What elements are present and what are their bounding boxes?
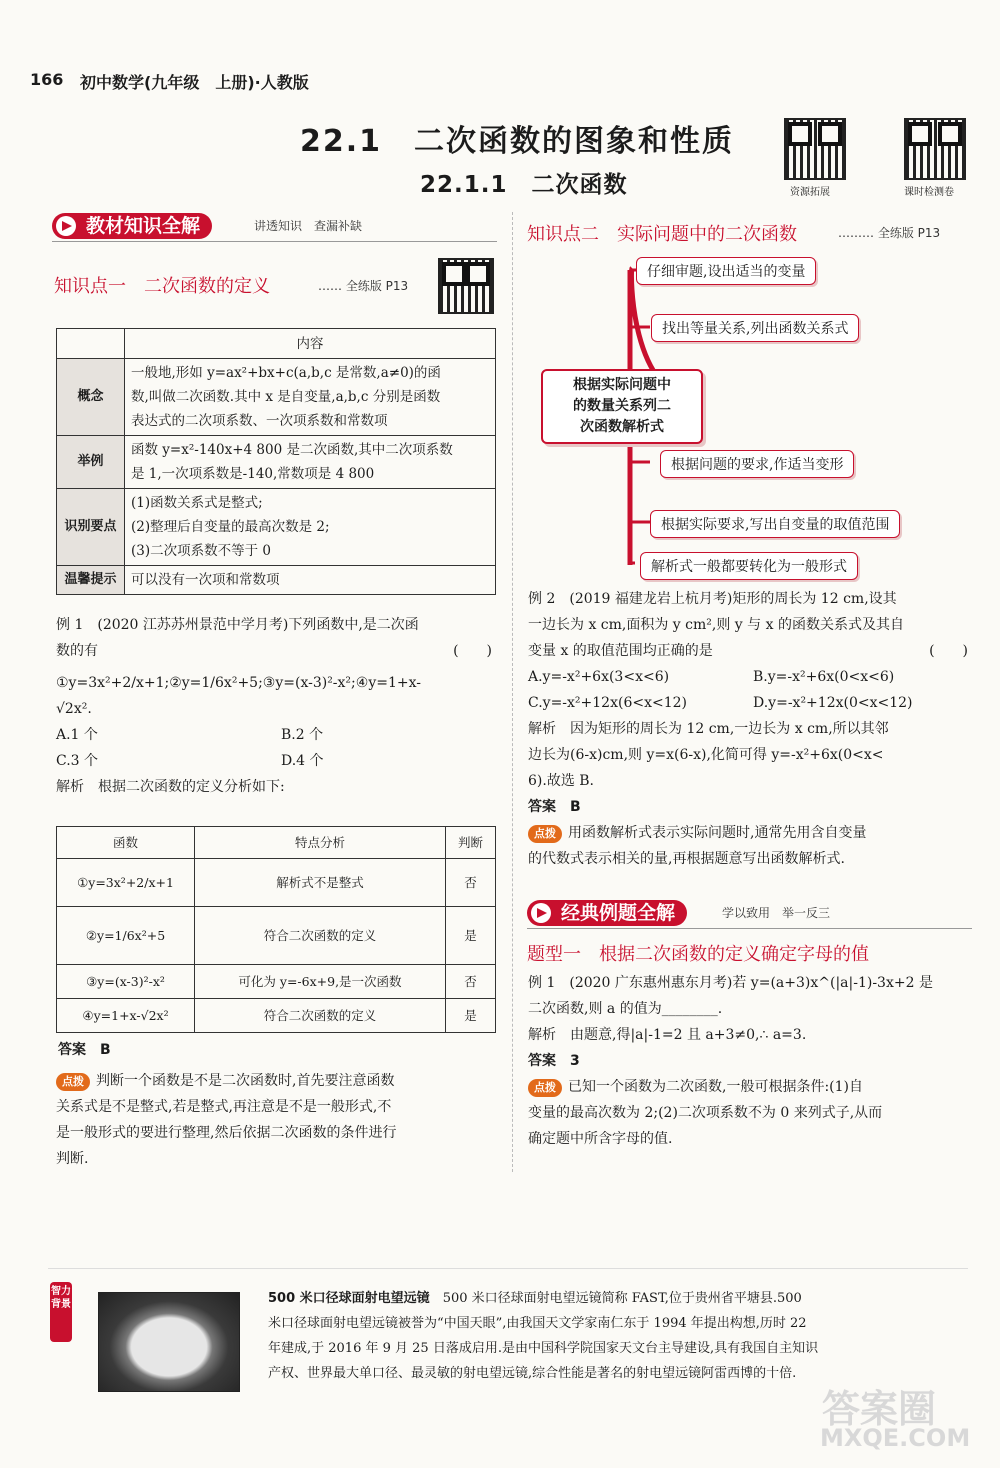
- table-row: 举例 函数 y=x²-140x+4 800 是二次函数,其中二次项系数 是 1,一次项系数是-140,常数项是 4 800: [57, 436, 496, 489]
- book-title: 初中数学(九年级 上册)·人教版: [80, 73, 309, 92]
- qr-label-resources: 资源拓展: [790, 187, 830, 198]
- megaphone-icon: [531, 903, 551, 923]
- mindmap-step: 根据实际要求,写出自变量的取值范围: [650, 510, 900, 538]
- knowledge-point-ref: …… 全练版 P13: [318, 279, 409, 293]
- table-row: 识别要点 (1)函数关系式是整式; (2)整理后自变量的最高次数是 2; (3)二次项系数不等于 0: [57, 489, 496, 566]
- background-text: 500 米口径球面射电望远镜 500 米口径球面射电望远镜简称 FAST,位于贵州省平塘县.500 米口径球面射电望远镜被誉为“中国天眼”,由我国天文学家南仁东于 1994 年提出构想,历时 22 年建成,于 2016 年 9 月 25 日落成启用.是由中国科学院国家天文台主导建设,具有我国自主知识 产权、世界最大单口径、最灵敏的射电望远镜,综合性能是著名的射电望远镜阿雷西博的十倍.: [268, 1291, 819, 1381]
- knowledge-point-title-2: 知识点二 实际问题中的二次函数: [527, 224, 797, 245]
- answer-1: 答案 B: [58, 1042, 111, 1058]
- background-badge: 智力背景: [50, 1282, 72, 1342]
- qr-code-icon[interactable]: [438, 258, 494, 314]
- example-2: 例 2 (2019 福建龙岩上杭月考)矩形的周长为 12 cm,设其 一边长为 x cm,面积为 y cm²,则 y 与 x 的函数关系式及其自 变量 x 的取值范围均正确的是 ( ) A.y=-x²+6x(3<x<6) B.y=-x²+6x(0<x<6) C.y=-x²+12x(6<x<12) D.y=-x²+12x(0<x<12) 解析 因为矩形的周长为 12 cm,一边长为 x cm,所以其邻 边长为(6-x)cm,则 y=x(6-x),化简可得 y=-x²+6x(0<x< 6).故选 B. 答案 B 点拨 用函数解析式表示实际问题时,通常先用含自变量 的代数式表示相关的量,再根据题意写出函数解析式.: [528, 591, 968, 867]
- mindmap-step: 找出等量关系,列出函数关系式: [651, 314, 859, 342]
- chapter-title: 22.1 二次函数的图象和性质: [300, 124, 735, 159]
- banner-label: 教材知识全解: [86, 215, 201, 237]
- section-banner-2: 经典例题全解: [527, 900, 687, 926]
- divider: [527, 928, 972, 929]
- table-row: ④y=1+x-√2x² 符合二次函数的定义 是: [57, 999, 496, 1033]
- section-banner: [52, 213, 212, 239]
- question-type-title: 题型一 根据二次函数的定义确定字母的值: [527, 944, 869, 965]
- example-1: 例 1 (2020 江苏苏州景范中学月考)下列函数中,是二次函 数的有 ( ) ①y=3x²+2/x+1;②y=1/6x²+5;③y=(x-3)²-x²;④y=1+x- √2x². A.1 个 B.2 个 C.3 个 D.4 个 解析 根据二次函数的定义分析如下:: [56, 617, 492, 795]
- knowledge-point-title: 知识点一 二次函数的定义: [54, 276, 270, 297]
- tip-badge: 点拨: [528, 1079, 562, 1097]
- tip-badge: 点拨: [56, 1073, 90, 1091]
- table-row: 温馨提示 可以没有一次项和常数项: [57, 566, 496, 595]
- analysis-table: 函数 特点分析 判断 ①y=3x²+2/x+1 解析式不是整式 否 ②y=1/6x²+5 符合二次函数的定义 是 ③y=(x-3)²-x² 可化为 y=-6x+9,是一次函数 否 ④y=1+x-√2x² 符合二次函数的定义 是: [56, 826, 496, 1033]
- banner-subtitle-2: 学以致用 举一反三: [722, 906, 831, 920]
- watermark-url: MXQE.COM: [820, 1424, 971, 1452]
- example-3: 例 1 (2020 广东惠州惠东月考)若 y=(a+3)x^(|a|-1)-3x+2 是 二次函数,则 a 的值为________. 解析 由题意,得|a|-1=2 且 a+3≠0,∴ a=3. 答案 3 点拨 已知一个函数为二次函数,一般可根据条件:(1)自 变量的最高次数为 2;(2)二次项系数不为 0 来列式子,从而 确定题中所含字母的值.: [528, 975, 933, 1147]
- divider: [48, 1268, 968, 1269]
- banner-subtitle: 讲透知识 查漏补缺: [254, 219, 363, 233]
- knowledge-point-ref-2: ……… 全练版 P13: [838, 226, 941, 240]
- qr-label-test: 课时检测卷: [904, 187, 954, 198]
- table-header: 内容: [125, 329, 496, 359]
- megaphone-icon: [56, 216, 76, 236]
- mindmap-center: 根据实际问题中 的数量关系列二 次函数解析式: [541, 369, 703, 444]
- mindmap-step: 解析式一般都要转化为一般形式: [640, 552, 858, 580]
- mindmap-step: 仔细审题,设出适当的变量: [636, 257, 816, 285]
- definition-table: [56, 328, 496, 595]
- table-row: ①y=3x²+2/x+1 解析式不是整式 否: [57, 859, 496, 907]
- table-row: 概念 一般地,形如 y=ax²+bx+c(a,b,c 是常数,a≠0)的函 数,叫做二次函数.其中 x 是自变量,a,b,c 分别是函数 表达式的二次项系数、一次项系数和常数项: [57, 359, 496, 436]
- mindmap-step: 根据问题的要求,作适当变形: [660, 450, 854, 478]
- table-row: ③y=(x-3)²-x² 可化为 y=-6x+9,是一次函数 否: [57, 965, 496, 999]
- column-divider: [512, 212, 513, 1172]
- table-row: ②y=1/6x²+5 符合二次函数的定义 是: [57, 907, 496, 965]
- watermark: 答案圈: [822, 1387, 937, 1431]
- tip-badge: 点拨: [528, 825, 562, 843]
- qr-code-icon[interactable]: [904, 118, 966, 180]
- page-number: 166: [30, 70, 64, 89]
- section-title: 22.1.1 二次函数: [420, 172, 628, 198]
- divider: [52, 241, 497, 242]
- tip-1: 点拨 判断一个函数是不是二次函数时,首先要注意函数 关系式是不是整式,若是整式,再注意是不是一般形式,不 是一般形式的要进行整理,然后依据二次函数的条件进行 判断.: [56, 1073, 397, 1167]
- qr-code-icon[interactable]: [784, 118, 846, 180]
- fast-telescope-photo: [98, 1292, 240, 1392]
